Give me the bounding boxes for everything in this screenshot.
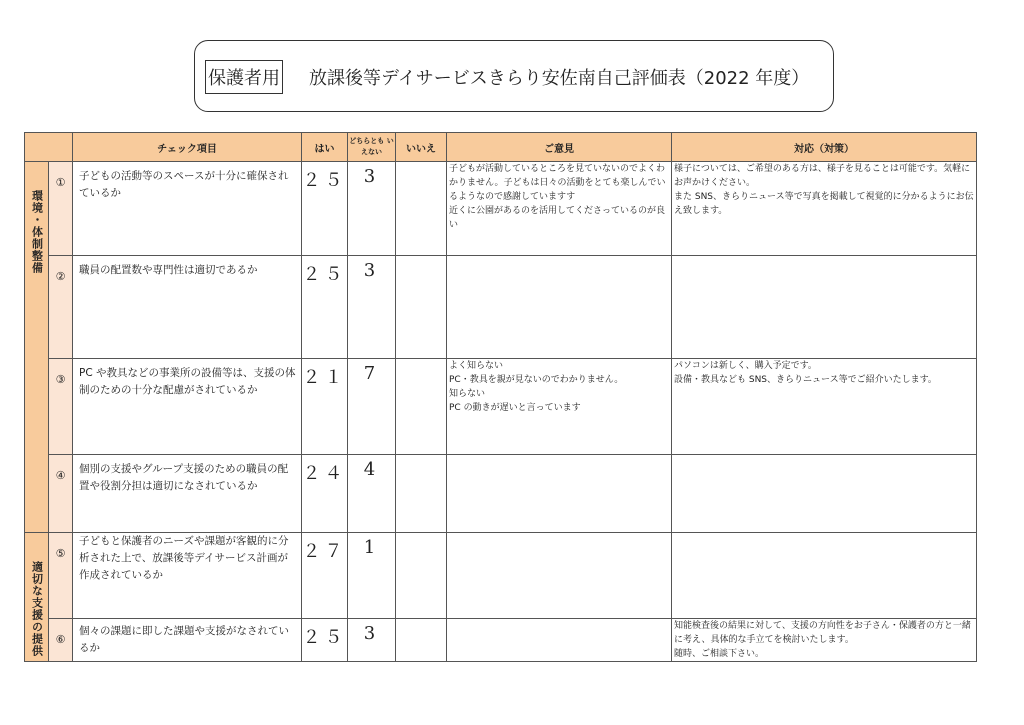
document-title: 放課後等デイサービスきらり安佐南自己評価表（2022 年度）	[309, 68, 810, 89]
header-row	[25, 133, 977, 162]
no-count	[396, 359, 447, 455]
title-line	[205, 59, 809, 95]
opinion-text	[447, 256, 672, 359]
check-item-text: 個々の課題に即した課題や支援がなされているか	[73, 619, 302, 662]
no-count	[396, 256, 447, 359]
row-number: ②	[49, 256, 73, 359]
table-row	[25, 533, 977, 619]
table-row	[25, 359, 977, 455]
response-text: 知能検査後の結果に対して、支援の方向性をお子さん・保護者の方と一緒に考え、具体的な手立てを検討いたします。 随時、ご相談下さい。	[672, 619, 977, 662]
header-yes: はい	[302, 133, 348, 162]
row-number: ③	[49, 359, 73, 455]
yes-count: ２１	[302, 359, 348, 455]
category-label: 環境・体制整備	[30, 190, 44, 274]
no-count	[396, 455, 447, 533]
neither-count: 1	[348, 533, 396, 619]
check-item-text: 個別の支援やグループ支援のための職員の配置や役割分担は適切になされているか	[73, 455, 302, 533]
header-response: 対応（対策）	[672, 133, 977, 162]
response-text: パソコンは新しく、購入予定です。 設備・教具なども SNS、きらりニュース等でご紹介いたします。	[672, 359, 977, 455]
yes-count: ２７	[302, 533, 348, 619]
no-count	[396, 619, 447, 662]
table-row	[25, 162, 977, 256]
header-check-item: チェック項目	[73, 133, 302, 162]
opinion-text	[447, 533, 672, 619]
yes-count: ２５	[302, 256, 348, 359]
check-item-text: 職員の配置数や専門性は適切であるか	[73, 256, 302, 359]
response-text	[672, 256, 977, 359]
category-environment	[25, 162, 49, 533]
header-opinion: ご意見	[447, 133, 672, 162]
opinion-text	[447, 455, 672, 533]
yes-count: ２４	[302, 455, 348, 533]
opinion-text: よく知らない PC・教具を親が見ないのでわかりません。 知らない PC の動きが遅いと言っています	[447, 359, 672, 455]
row-number: ⑤	[49, 533, 73, 619]
neither-count: 3	[348, 162, 396, 256]
row-number: ⑥	[49, 619, 73, 662]
header-no: いいえ	[396, 133, 447, 162]
no-count	[396, 533, 447, 619]
title-box	[194, 40, 834, 112]
response-text: 様子については、ご希望のある方は、様子を見ることは可能です。気軽にお声かけください。 また SNS、きらりニュース等で写真を掲載して視覚的に分かるようにお伝え致します。	[672, 162, 977, 256]
response-text	[672, 533, 977, 619]
yes-count: ２５	[302, 162, 348, 256]
row-number: ④	[49, 455, 73, 533]
check-item-text: 子どもと保護者のニーズや課題が客観的に分析された上で、放課後等デイサービス計画が作成されているか	[73, 533, 302, 619]
check-item-text: 子どもの活動等のスペースが十分に確保されているか	[73, 162, 302, 256]
response-text	[672, 455, 977, 533]
table-row	[25, 619, 977, 662]
evaluation-table	[24, 132, 977, 662]
row-number: ①	[49, 162, 73, 256]
header-blank	[25, 133, 73, 162]
neither-count: 3	[348, 256, 396, 359]
yes-count: ２５	[302, 619, 348, 662]
header-neither: どちらとも いえない	[348, 133, 396, 162]
opinion-text: 子どもが活動しているところを見ていないのでよくわかりません。子どもは日々の活動をとても楽しんでいるようなので感謝していますす 近くに公園があるのを活用してくださっているのが良い	[447, 162, 672, 256]
opinion-text	[447, 619, 672, 662]
neither-count: 7	[348, 359, 396, 455]
neither-count: 3	[348, 619, 396, 662]
no-count	[396, 162, 447, 256]
category-label: 適切な支援の提供	[30, 561, 44, 657]
table-row	[25, 455, 977, 533]
neither-count: 4	[348, 455, 396, 533]
category-support	[25, 533, 49, 662]
check-item-text: PC や教具などの事業所の設備等は、支援の体制のための十分な配慮がされているか	[73, 359, 302, 455]
audience-tag: 保護者用	[205, 60, 283, 94]
table-row	[25, 256, 977, 359]
